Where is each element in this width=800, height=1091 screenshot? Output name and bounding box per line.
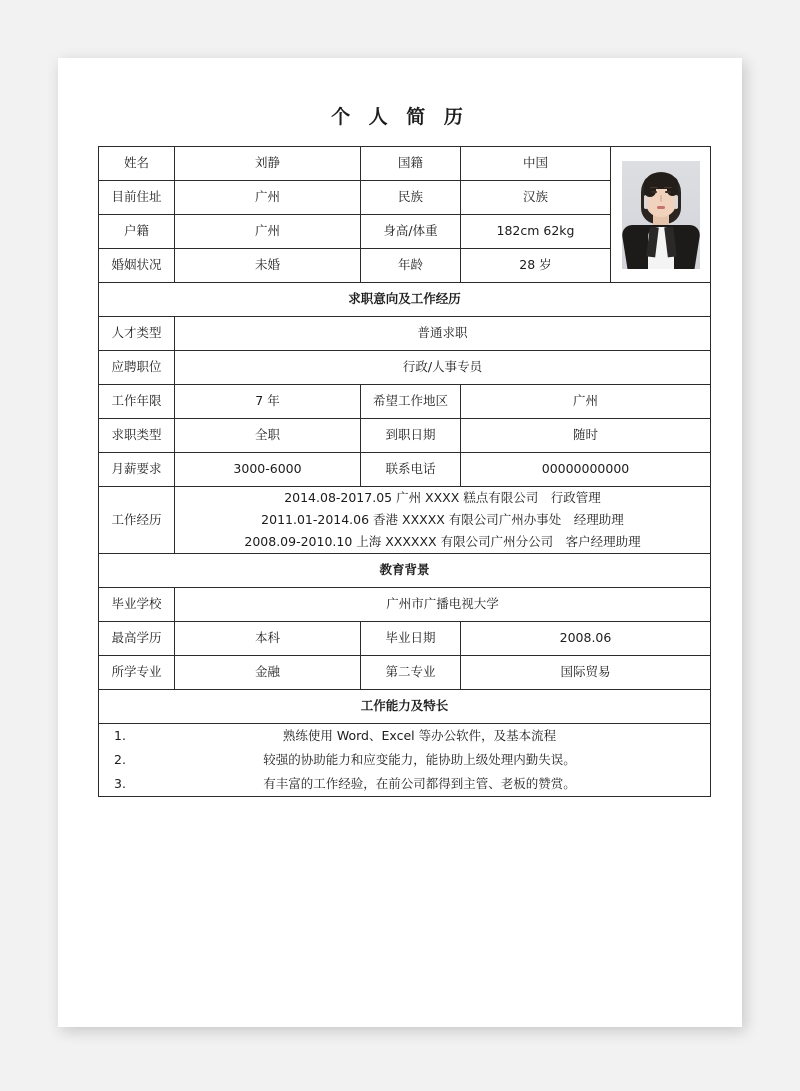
- table-row: [99, 588, 711, 622]
- value-current-address: 广州: [175, 181, 361, 215]
- page-title: 个 人 简 历: [331, 106, 469, 128]
- value-highest-degree: 本科: [175, 622, 361, 656]
- list-item-text: 有丰富的工作经验，在前公司都得到主管、老板的赞赏。: [263, 776, 576, 791]
- table-row: [99, 385, 711, 419]
- list-item-number: 1.: [114, 728, 126, 743]
- value-marital-status: 未婚: [175, 249, 361, 283]
- section-education: 教育背景: [99, 554, 711, 588]
- label-job-type: 求职类型: [99, 419, 175, 453]
- value-work-years: 7 年: [175, 385, 361, 419]
- label-talent-type: 人才类型: [99, 317, 175, 351]
- section-header-row: [99, 690, 711, 724]
- portrait-photo: [622, 161, 700, 269]
- value-second-major: 国际贸易: [461, 656, 711, 690]
- experience-line: 2011.01-2014.06 香港 XXXXX 有限公司广州办事处 经理助理: [261, 512, 624, 527]
- value-start-date: 随时: [461, 419, 711, 453]
- label-start-date: 到职日期: [361, 419, 461, 453]
- label-age: 年龄: [361, 249, 461, 283]
- list-item-number: 2.: [114, 752, 126, 767]
- section-header-row: [99, 554, 711, 588]
- value-household: 广州: [175, 215, 361, 249]
- table-row: [99, 656, 711, 690]
- label-desired-location: 希望工作地区: [361, 385, 461, 419]
- section-abilities: 工作能力及特长: [99, 690, 711, 724]
- value-nationality: 中国: [461, 147, 611, 181]
- label-highest-degree: 最高学历: [99, 622, 175, 656]
- value-major: 金融: [175, 656, 361, 690]
- section-job-intention: 求职意向及工作经历: [99, 283, 711, 317]
- value-name: 刘静: [175, 147, 361, 181]
- list-item: [105, 724, 704, 748]
- table-row: [99, 317, 711, 351]
- list-item: [105, 748, 704, 772]
- label-nationality: 国籍: [361, 147, 461, 181]
- label-marital-status: 婚姻状况: [99, 249, 175, 283]
- list-item-text: 较强的协助能力和应变能力，能协助上级处理内勤失误。: [263, 752, 576, 767]
- value-age: 28 岁: [461, 249, 611, 283]
- label-household: 户籍: [99, 215, 175, 249]
- value-ethnicity: 汉族: [461, 181, 611, 215]
- value-talent-type: 普通求职: [175, 317, 711, 351]
- value-applied-position: 行政/人事专员: [175, 351, 711, 385]
- label-school: 毕业学校: [99, 588, 175, 622]
- label-work-years: 工作年限: [99, 385, 175, 419]
- resume-table: [98, 146, 711, 797]
- value-job-type: 全职: [175, 419, 361, 453]
- resume-page: [58, 58, 742, 1027]
- table-row: [99, 351, 711, 385]
- table-row: [99, 419, 711, 453]
- abilities-list: [99, 724, 711, 797]
- value-work-experience: [175, 487, 711, 554]
- table-row: [99, 622, 711, 656]
- section-header-row: [99, 283, 711, 317]
- list-item-number: 3.: [114, 776, 126, 791]
- value-school: 广州市广播电视大学: [175, 588, 711, 622]
- value-salary: 3000-6000: [175, 453, 361, 487]
- experience-line: 2008.09-2010.10 上海 XXXXXX 有限公司广州分公司 客户经理助理: [244, 534, 641, 549]
- label-work-experience: 工作经历: [99, 487, 175, 554]
- label-phone: 联系电话: [361, 453, 461, 487]
- label-second-major: 第二专业: [361, 656, 461, 690]
- label-ethnicity: 民族: [361, 181, 461, 215]
- label-current-address: 目前住址: [99, 181, 175, 215]
- value-desired-location: 广州: [461, 385, 711, 419]
- label-salary: 月薪要求: [99, 453, 175, 487]
- table-row: [99, 147, 711, 181]
- label-graduation-date: 毕业日期: [361, 622, 461, 656]
- label-applied-position: 应聘职位: [99, 351, 175, 385]
- list-item: [105, 772, 704, 796]
- list-item-text: 熟练使用 Word、Excel 等办公软件，及基本流程: [282, 728, 557, 743]
- table-row: [99, 487, 711, 554]
- experience-line: 2014.08-2017.05 广州 XXXX 糕点有限公司 行政管理: [284, 490, 601, 505]
- value-height-weight: 182cm 62kg: [461, 215, 611, 249]
- label-major: 所学专业: [99, 656, 175, 690]
- label-height-weight: 身高/体重: [361, 215, 461, 249]
- table-row: [99, 453, 711, 487]
- value-phone: 00000000000: [461, 453, 711, 487]
- label-name: 姓名: [99, 147, 175, 181]
- avatar: [611, 147, 711, 283]
- table-row: [99, 724, 711, 797]
- value-graduation-date: 2008.06: [461, 622, 711, 656]
